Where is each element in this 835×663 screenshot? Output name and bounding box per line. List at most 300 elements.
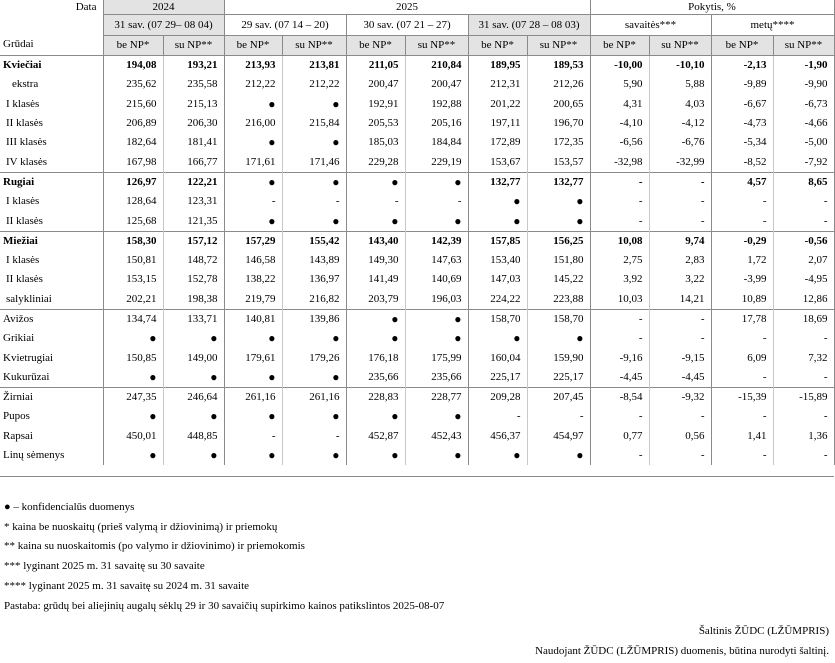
- table-cell: 7,32: [773, 348, 834, 367]
- header-col-be-np: be NP*: [224, 36, 282, 56]
- table-cell: 136,97: [282, 270, 346, 289]
- table-cell: 125,68: [103, 211, 163, 231]
- table-cell: -: [468, 407, 527, 426]
- table-cell: 213,81: [282, 56, 346, 76]
- table-row: [0, 211, 834, 231]
- table-cell: 200,47: [405, 75, 468, 94]
- table-cell: 185,03: [346, 133, 405, 152]
- table-cell: 235,66: [405, 368, 468, 388]
- table-cell: 205,16: [405, 114, 468, 133]
- table-cell: 2,83: [649, 251, 711, 270]
- table-cell: 150,81: [103, 251, 163, 270]
- table-cell: 134,74: [103, 309, 163, 329]
- table-cell: -9,89: [711, 75, 773, 94]
- table-cell: ●: [282, 95, 346, 114]
- table-cell: 216,82: [282, 290, 346, 310]
- table-cell: 198,38: [163, 290, 224, 310]
- table-cell: 148,72: [163, 251, 224, 270]
- table-cell: -: [405, 192, 468, 211]
- table-cell: -: [590, 407, 649, 426]
- row-label: I klasės: [0, 192, 103, 211]
- table-cell: ●: [103, 407, 163, 426]
- header-col-be-np: be NP*: [711, 36, 773, 56]
- table-cell: ●: [103, 329, 163, 348]
- table-cell: -4,73: [711, 114, 773, 133]
- table-cell: 448,85: [163, 427, 224, 446]
- table-cell: 197,11: [468, 114, 527, 133]
- table-cell: 247,35: [103, 388, 163, 408]
- table-row: [0, 192, 834, 211]
- table-cell: ●: [346, 407, 405, 426]
- table-cell: 140,69: [405, 270, 468, 289]
- table-cell: 3,92: [590, 270, 649, 289]
- table-cell: -4,45: [649, 368, 711, 388]
- header-data-label: Data: [75, 1, 97, 13]
- table-cell: 6,09: [711, 348, 773, 367]
- footnote-su-np: ** kaina su nuoskaitomis (po valymo ir džiovinimo) ir priemokomis: [4, 540, 305, 553]
- table-cell: -: [711, 368, 773, 388]
- table-cell: ●: [282, 407, 346, 426]
- table-cell: 4,31: [590, 95, 649, 114]
- table-cell: 212,22: [282, 75, 346, 94]
- table-cell: ●: [346, 172, 405, 192]
- table-cell: ●: [224, 368, 282, 388]
- header-col-su-np: su NP**: [773, 36, 834, 56]
- table-cell: 452,43: [405, 427, 468, 446]
- table-cell: 200,65: [527, 95, 590, 114]
- table-cell: 156,25: [527, 231, 590, 251]
- table-cell: 157,29: [224, 231, 282, 251]
- header-col-su-np: su NP**: [282, 36, 346, 56]
- table-cell: 143,89: [282, 251, 346, 270]
- table-row: [0, 446, 834, 465]
- table-cell: 159,90: [527, 348, 590, 367]
- attribution-text: Naudojant ŽŪDC (LŽŪMPRIS) duomenis, būtina nurodyti šaltinį.: [535, 645, 829, 657]
- table-cell: 184,84: [405, 133, 468, 152]
- table-cell: 182,64: [103, 133, 163, 152]
- table-cell: 9,74: [649, 231, 711, 251]
- table-cell: 181,41: [163, 133, 224, 152]
- table-cell: 17,78: [711, 309, 773, 329]
- table-cell: -: [711, 211, 773, 231]
- table-cell: -: [649, 407, 711, 426]
- table-cell: 157,12: [163, 231, 224, 251]
- table-cell: 450,01: [103, 427, 163, 446]
- header-col-su-np: su NP**: [649, 36, 711, 56]
- table-cell: 456,37: [468, 427, 527, 446]
- table-cell: 8,65: [773, 172, 834, 192]
- table-cell: 189,95: [468, 56, 527, 76]
- table-cell: -7,92: [773, 152, 834, 172]
- table-cell: ●: [527, 446, 590, 465]
- table-row: [0, 231, 834, 251]
- table-cell: ●: [468, 446, 527, 465]
- table-cell: 207,45: [527, 388, 590, 408]
- table-cell: 189,53: [527, 56, 590, 76]
- row-label: Kvietrugiai: [0, 348, 103, 367]
- table-cell: 192,88: [405, 95, 468, 114]
- table-cell: -1,90: [773, 56, 834, 76]
- row-label: IV klasės: [0, 152, 103, 172]
- table-cell: 157,85: [468, 231, 527, 251]
- table-row: [0, 348, 834, 367]
- table-cell: 206,30: [163, 114, 224, 133]
- table-cell: -6,73: [773, 95, 834, 114]
- table-row: [0, 388, 834, 408]
- table-row: [0, 95, 834, 114]
- table-cell: 172,89: [468, 133, 527, 152]
- table-cell: -6,56: [590, 133, 649, 152]
- table-cell: ●: [405, 309, 468, 329]
- table-cell: ●: [224, 95, 282, 114]
- table-cell: 193,21: [163, 56, 224, 76]
- table-row: [0, 56, 834, 76]
- footnote-confidential: ● – konfidencialūs duomenys: [4, 501, 135, 513]
- table-cell: -4,12: [649, 114, 711, 133]
- table-cell: -9,15: [649, 348, 711, 367]
- table-cell: -: [590, 172, 649, 192]
- row-label: Avižos: [0, 309, 103, 329]
- table-cell: -: [711, 446, 773, 465]
- table-cell: 215,60: [103, 95, 163, 114]
- row-label: II klasės: [0, 270, 103, 289]
- table-cell: ●: [468, 211, 527, 231]
- table-cell: 1,72: [711, 251, 773, 270]
- table-row: [0, 251, 834, 270]
- table-cell: 149,00: [163, 348, 224, 367]
- table-cell: 179,61: [224, 348, 282, 367]
- table-cell: ●: [282, 329, 346, 348]
- table-cell: -4,95: [773, 270, 834, 289]
- table-cell: ●: [405, 446, 468, 465]
- table-cell: 219,79: [224, 290, 282, 310]
- row-label: Rapsai: [0, 427, 103, 446]
- header-col-be-np: be NP*: [468, 36, 527, 56]
- row-label: II klasės: [0, 211, 103, 231]
- source-label: Šaltinis ŽŪDC (LŽŪMPRIS): [698, 625, 829, 637]
- table-cell: ●: [346, 309, 405, 329]
- table-cell: 149,30: [346, 251, 405, 270]
- table-cell: -: [649, 329, 711, 348]
- table-cell: -: [590, 192, 649, 211]
- table-cell: 196,70: [527, 114, 590, 133]
- table-cell: 123,31: [163, 192, 224, 211]
- table-cell: 5,90: [590, 75, 649, 94]
- table-cell: 223,88: [527, 290, 590, 310]
- table-cell: -15,89: [773, 388, 834, 408]
- row-label: I klasės: [0, 95, 103, 114]
- table-cell: 160,04: [468, 348, 527, 367]
- table-cell: 176,18: [346, 348, 405, 367]
- table-cell: 167,98: [103, 152, 163, 172]
- table-cell: -32,98: [590, 152, 649, 172]
- table-cell: -8,52: [711, 152, 773, 172]
- table-cell: -: [590, 309, 649, 329]
- table-cell: 454,97: [527, 427, 590, 446]
- table-cell: ●: [282, 446, 346, 465]
- table-cell: 158,70: [468, 309, 527, 329]
- table-cell: 229,28: [346, 152, 405, 172]
- table-cell: -4,66: [773, 114, 834, 133]
- table-cell: -10,00: [590, 56, 649, 76]
- table-cell: 10,89: [711, 290, 773, 310]
- table-cell: ●: [346, 211, 405, 231]
- table-cell: -: [773, 211, 834, 231]
- table-cell: 4,57: [711, 172, 773, 192]
- table-cell: -: [590, 446, 649, 465]
- table-cell: -6,76: [649, 133, 711, 152]
- table-cell: 10,08: [590, 231, 649, 251]
- table-cell: 126,97: [103, 172, 163, 192]
- table-cell: 153,40: [468, 251, 527, 270]
- table-cell: -3,99: [711, 270, 773, 289]
- table-cell: 158,30: [103, 231, 163, 251]
- table-cell: -: [282, 192, 346, 211]
- row-label: III klasės: [0, 133, 103, 152]
- table-cell: ●: [346, 446, 405, 465]
- table-cell: ●: [282, 172, 346, 192]
- row-label: Kviečiai: [0, 56, 103, 76]
- table-cell: ●: [103, 368, 163, 388]
- table-cell: -9,32: [649, 388, 711, 408]
- table-cell: 261,16: [224, 388, 282, 408]
- table-row: [0, 172, 834, 192]
- table-cell: -0,29: [711, 231, 773, 251]
- table-cell: ●: [224, 172, 282, 192]
- row-label: ekstra: [0, 75, 103, 94]
- table-cell: 2,75: [590, 251, 649, 270]
- table-row: [0, 427, 834, 446]
- table-cell: -: [711, 192, 773, 211]
- header-corner: [0, 0, 103, 56]
- table-cell: 209,28: [468, 388, 527, 408]
- table-cell: ●: [163, 407, 224, 426]
- header-col-su-np: su NP**: [163, 36, 224, 56]
- table-cell: -15,39: [711, 388, 773, 408]
- table-row: [0, 270, 834, 289]
- table-cell: 10,03: [590, 290, 649, 310]
- table-cell: 215,84: [282, 114, 346, 133]
- table-cell: -: [649, 172, 711, 192]
- row-label: I klasės: [0, 251, 103, 270]
- row-label: Rugiai: [0, 172, 103, 192]
- header-week-31: 31 sav. (07 28 – 08 03): [468, 15, 590, 36]
- table-cell: 212,31: [468, 75, 527, 94]
- header-change-year: metų****: [711, 15, 834, 36]
- table-cell: -: [527, 407, 590, 426]
- table-cell: -: [773, 192, 834, 211]
- table-cell: ●: [468, 192, 527, 211]
- table-cell: 122,21: [163, 172, 224, 192]
- table-cell: 155,42: [282, 231, 346, 251]
- table-cell: 12,86: [773, 290, 834, 310]
- table-cell: 225,17: [468, 368, 527, 388]
- table-cell: -9,90: [773, 75, 834, 94]
- header-change-week: savaitės***: [590, 15, 711, 36]
- table-cell: -4,45: [590, 368, 649, 388]
- footnote-week-change: *** lyginant 2025 m. 31 savaitę su 30 savaite: [4, 560, 205, 573]
- table-cell: 4,03: [649, 95, 711, 114]
- table-cell: 153,57: [527, 152, 590, 172]
- table-cell: 1,41: [711, 427, 773, 446]
- table-cell: -10,10: [649, 56, 711, 76]
- table-cell: 229,19: [405, 152, 468, 172]
- table-cell: 1,36: [773, 427, 834, 446]
- header-col-be-np: be NP*: [103, 36, 163, 56]
- table-cell: 133,71: [163, 309, 224, 329]
- table-row: [0, 407, 834, 426]
- table-cell: 153,15: [103, 270, 163, 289]
- row-label: salykliniai: [0, 290, 103, 310]
- row-label: Žirniai: [0, 388, 103, 408]
- table-cell: -: [649, 211, 711, 231]
- table-cell: -: [773, 407, 834, 426]
- table-cell: 14,21: [649, 290, 711, 310]
- table-cell: 210,84: [405, 56, 468, 76]
- table-cell: -32,99: [649, 152, 711, 172]
- table-cell: -5,00: [773, 133, 834, 152]
- header-year-2024: 2024: [103, 0, 224, 15]
- header-group-label: Grūdai: [3, 38, 34, 50]
- table-row: [0, 290, 834, 310]
- header-change: Pokytis, %: [590, 0, 834, 15]
- table-cell: 228,77: [405, 388, 468, 408]
- table-cell: 194,08: [103, 56, 163, 76]
- table-cell: -: [224, 427, 282, 446]
- table-cell: 147,03: [468, 270, 527, 289]
- header-week-2024-31: 31 sav. (07 29– 08 04): [103, 15, 224, 36]
- table-cell: ●: [224, 446, 282, 465]
- table-row: [0, 309, 834, 329]
- table-cell: ●: [224, 133, 282, 152]
- table-cell: 235,62: [103, 75, 163, 94]
- table-cell: 203,79: [346, 290, 405, 310]
- footnote-year-change: **** lyginant 2025 m. 31 savaitę su 2024 m. 31 savaite: [4, 579, 250, 592]
- table-row: [0, 75, 834, 94]
- table-cell: 216,00: [224, 114, 282, 133]
- table-cell: 150,85: [103, 348, 163, 367]
- row-label: II klasės: [0, 114, 103, 133]
- table-cell: ●: [103, 446, 163, 465]
- table-cell: -: [649, 446, 711, 465]
- table-cell: ●: [282, 368, 346, 388]
- table-cell: 246,64: [163, 388, 224, 408]
- table-cell: 212,22: [224, 75, 282, 94]
- table-cell: 175,99: [405, 348, 468, 367]
- row-label: Grikiai: [0, 329, 103, 348]
- table-cell: -: [711, 407, 773, 426]
- footnotes: [4, 498, 444, 616]
- table-cell: 211,05: [346, 56, 405, 76]
- table-cell: -: [346, 192, 405, 211]
- table-cell: 147,63: [405, 251, 468, 270]
- table-cell: 200,47: [346, 75, 405, 94]
- header-col-su-np: su NP**: [405, 36, 468, 56]
- table-cell: ●: [224, 407, 282, 426]
- table-cell: 138,22: [224, 270, 282, 289]
- row-label: Kukurūzai: [0, 368, 103, 388]
- table-cell: 206,89: [103, 114, 163, 133]
- table-cell: ●: [468, 329, 527, 348]
- table-cell: 171,46: [282, 152, 346, 172]
- table-cell: -2,13: [711, 56, 773, 76]
- table-cell: 145,22: [527, 270, 590, 289]
- table-row: [0, 152, 834, 172]
- table-cell: -: [590, 211, 649, 231]
- table-cell: 140,81: [224, 309, 282, 329]
- table-cell: 3,22: [649, 270, 711, 289]
- table-row: [0, 114, 834, 133]
- table-cell: 235,66: [346, 368, 405, 388]
- table-cell: -5,34: [711, 133, 773, 152]
- table-cell: 132,77: [527, 172, 590, 192]
- table-cell: ●: [282, 211, 346, 231]
- table-cell: ●: [163, 446, 224, 465]
- table-cell: 171,61: [224, 152, 282, 172]
- table-cell: -: [711, 329, 773, 348]
- table-cell: -4,10: [590, 114, 649, 133]
- table-cell: 172,35: [527, 133, 590, 152]
- table-cell: 452,87: [346, 427, 405, 446]
- table-cell: -9,16: [590, 348, 649, 367]
- table-cell: 121,35: [163, 211, 224, 231]
- table-bottom-divider: [0, 476, 834, 477]
- table-cell: ●: [405, 211, 468, 231]
- table-cell: -: [649, 309, 711, 329]
- table-cell: 151,80: [527, 251, 590, 270]
- table-row: [0, 329, 834, 348]
- table-row: [0, 133, 834, 152]
- table-cell: 153,67: [468, 152, 527, 172]
- table-cell: 0,56: [649, 427, 711, 446]
- header-week-30: 30 sav. (07 21 – 27): [346, 15, 468, 36]
- footnote-remark: Pastaba: grūdų bei aliejinių augalų sėklų 29 ir 30 savaičių supirkimo kainos patikslintos 2025-08-07: [4, 599, 445, 612]
- table-cell: 132,77: [468, 172, 527, 192]
- header-col-be-np: be NP*: [346, 36, 405, 56]
- table-cell: -: [773, 446, 834, 465]
- row-label: Pupos: [0, 407, 103, 426]
- table-cell: ●: [224, 329, 282, 348]
- table-cell: 18,69: [773, 309, 834, 329]
- table-cell: 152,78: [163, 270, 224, 289]
- table-cell: 166,77: [163, 152, 224, 172]
- table-cell: ●: [405, 172, 468, 192]
- table-cell: 158,70: [527, 309, 590, 329]
- table-cell: -8,54: [590, 388, 649, 408]
- table-cell: -: [773, 329, 834, 348]
- table-cell: 179,26: [282, 348, 346, 367]
- table-cell: 128,64: [103, 192, 163, 211]
- table-cell: ●: [405, 329, 468, 348]
- table-cell: -: [649, 192, 711, 211]
- table-cell: 213,93: [224, 56, 282, 76]
- table-cell: -0,56: [773, 231, 834, 251]
- row-label: Miežiai: [0, 231, 103, 251]
- row-label: Linų sėmenys: [0, 446, 103, 465]
- table-cell: -6,67: [711, 95, 773, 114]
- table-cell: ●: [282, 133, 346, 152]
- table-cell: ●: [527, 211, 590, 231]
- table-cell: ●: [163, 329, 224, 348]
- table-cell: 228,83: [346, 388, 405, 408]
- table-cell: ●: [527, 329, 590, 348]
- table-cell: ●: [527, 192, 590, 211]
- table-cell: 235,58: [163, 75, 224, 94]
- table-cell: 205,53: [346, 114, 405, 133]
- table-cell: 141,49: [346, 270, 405, 289]
- table-cell: -: [590, 329, 649, 348]
- table-row: [0, 368, 834, 388]
